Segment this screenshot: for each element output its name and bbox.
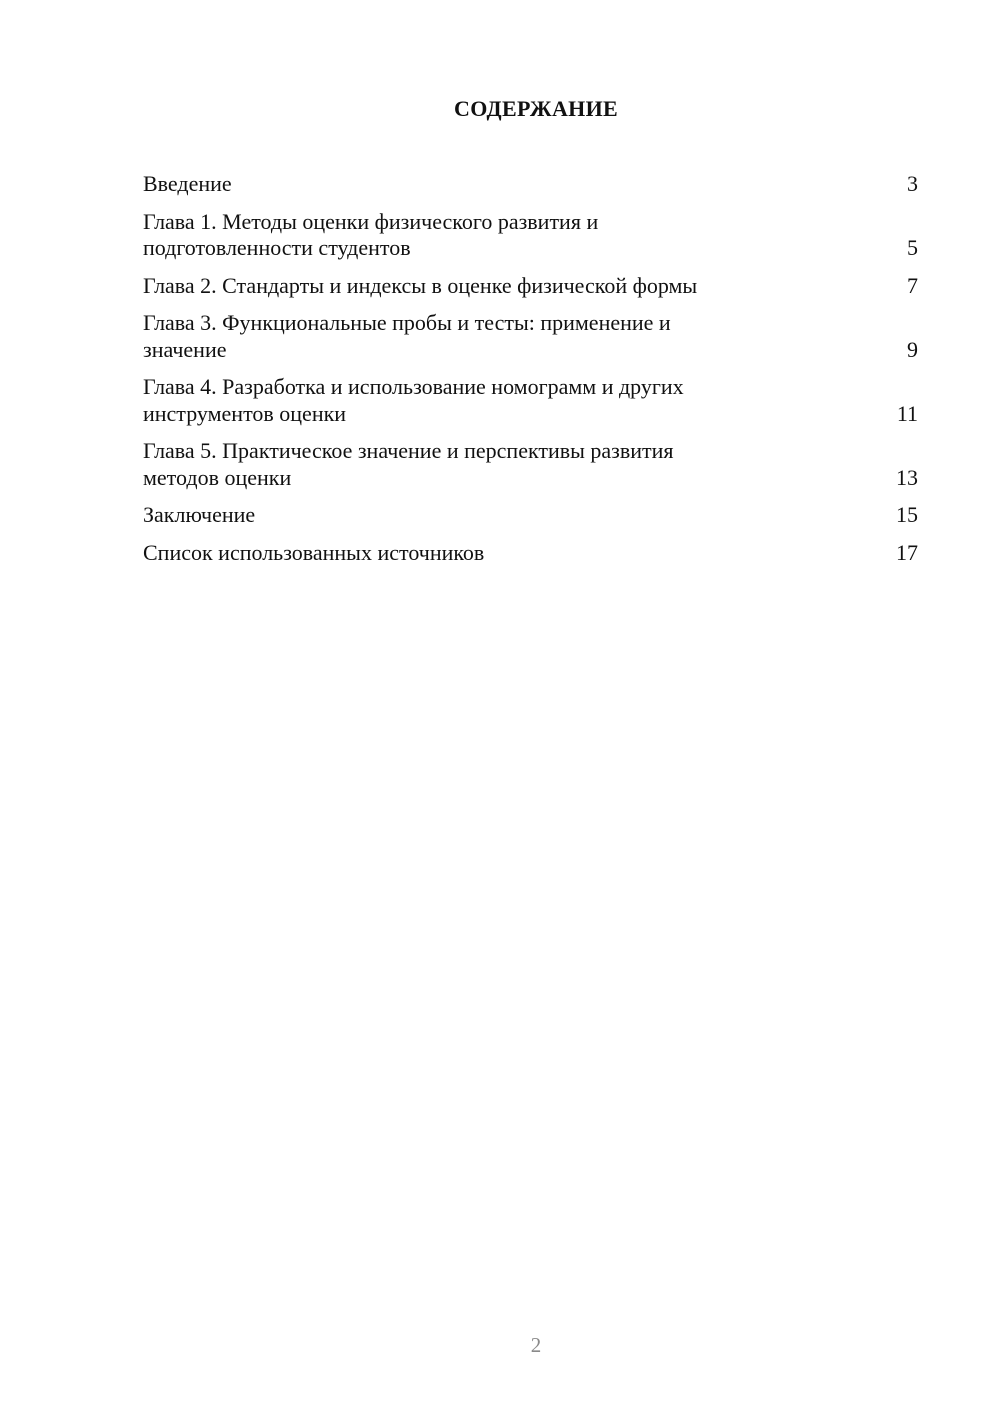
toc-entry-chapter-1[interactable]	[143, 209, 918, 262]
toc-entry-page-number: 15	[896, 502, 918, 527]
toc-entry-conclusion[interactable]	[143, 502, 918, 529]
toc-entry-page-number: 11	[896, 400, 918, 426]
toc-entry-title: Список использованных источников	[143, 539, 485, 565]
toc-entry-page-number: 5	[907, 235, 918, 260]
toc-entry-title: Введение	[143, 171, 232, 196]
toc-entry-title: Глава 3. Функциональные пробы и тесты: применение и значение	[143, 310, 671, 362]
toc-entry-references[interactable]	[143, 540, 918, 567]
toc-entry-page-number: 9	[907, 336, 918, 362]
toc-entry-title: Заключение	[143, 502, 256, 527]
toc-entry-page-number: 13	[896, 464, 918, 490]
toc-entry-introduction[interactable]	[143, 171, 918, 198]
toc-entry-page-number: 3	[907, 171, 918, 196]
toc-entry-title: Глава 5. Практическое значение и перспективы развития методов оценки	[143, 438, 674, 490]
toc-heading: СОДЕРЖАНИЕ	[454, 96, 618, 121]
toc-entry-page-number: 17	[896, 539, 918, 565]
toc-entry-title: Глава 2. Стандарты и индексы в оценке физической формы	[143, 272, 698, 298]
toc-entry-chapter-3[interactable]	[143, 310, 918, 363]
toc-entry-title: Глава 1. Методы оценки физического развития и подготовленности студентов	[143, 208, 599, 260]
toc-entry-title: Глава 4. Разработка и использование номограмм и других инструментов оценки	[143, 374, 684, 426]
page-number: 2	[530, 1333, 542, 1357]
toc-entry-chapter-2[interactable]	[143, 273, 918, 300]
toc-entry-chapter-5[interactable]	[143, 438, 918, 491]
toc-entry-page-number: 7	[907, 272, 918, 298]
toc-entry-chapter-4[interactable]	[143, 374, 918, 427]
toc-list	[143, 171, 918, 577]
